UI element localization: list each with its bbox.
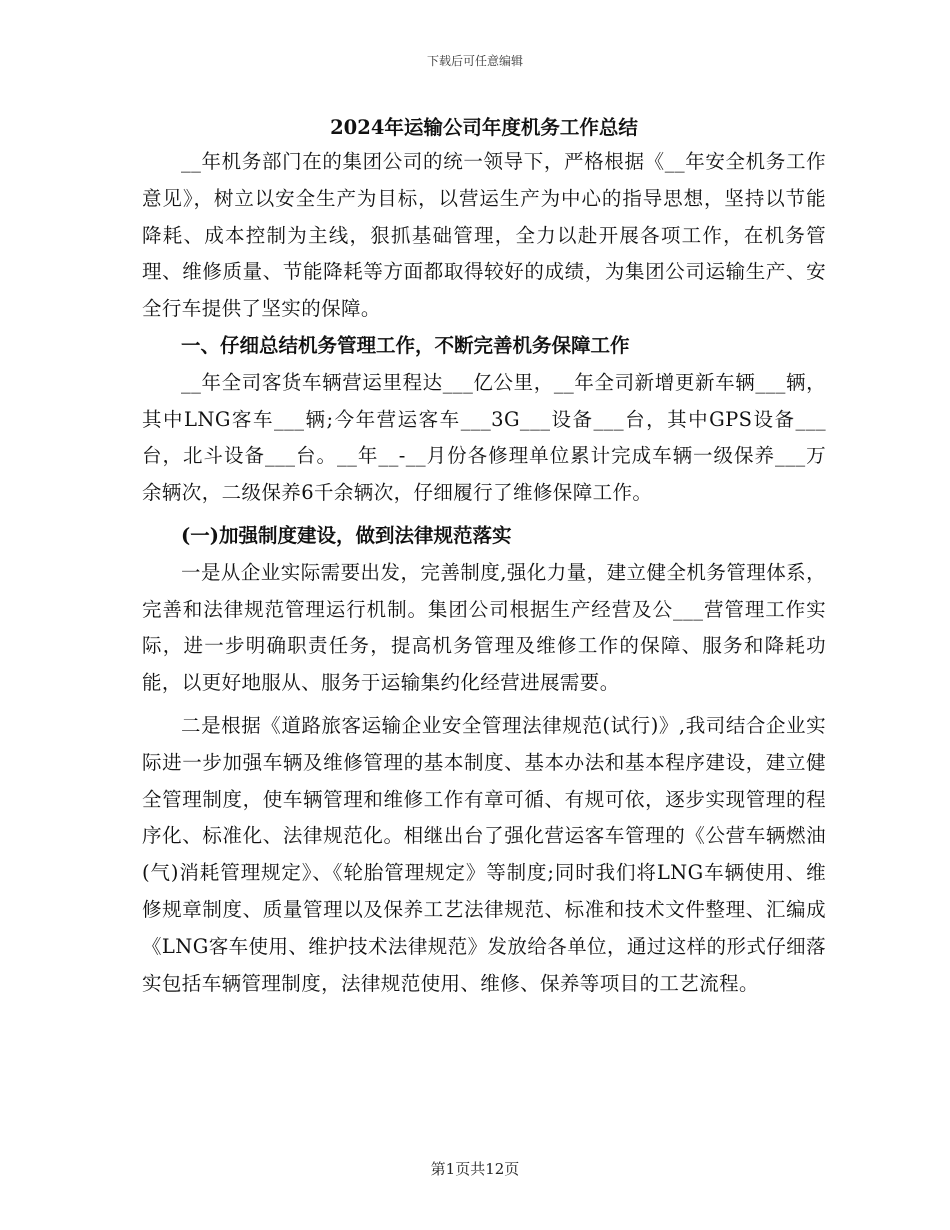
section-heading: 一、仔细总结机务管理工作，不断完善机务保障工作: [181, 333, 630, 357]
page-number: 第1页共12页: [430, 1160, 520, 1178]
statistics-paragraph: __年全司客货车辆营运里程达___亿公里，__年全司新增更新车辆___辆，其中LNG客车___辆;今年营运客车___3G___设备___台，其中GPS设备___台，北斗设备___台。__年__-__月份各修理单位累计完成车辆一级保养___万余辆次，二级保养6千余辆次，仔细履行了维修保障工作。: [142, 370, 826, 505]
document-body: [142, 112, 826, 1002]
document-title: 2024年运输公司年度机务工作总结: [330, 116, 638, 139]
intro-paragraph: __年机务部门在的集团公司的统一领导下，严格根据《__年安全机务工作意见》，树立以安全生产为目标，以营运生产为中心的指导思想，坚持以节能降耗、成本控制为主线，狠抓基础管理，全力以赴开展各项工作，在机务管理、维修质量、节能降耗等方面都取得较好的成绩，为集团公司运输生产、安全行车提供了坚实的保障。: [142, 150, 826, 321]
subsection-heading: (一)加强制度建设，做到法律规范落实: [181, 523, 512, 547]
paragraph-two: 二是根据《道路旅客运输企业安全管理法律规范(试行)》,我司结合企业实际进一步加强车辆及维修管理的基本制度、基本办法和基本程序建设，建立健全管理制度，使车辆管理和维修工作有章可循、有规可依，逐步实现管理的程序化、标准化、法律规范化。相继出台了强化营运客车管理的《公营车辆燃油(气)消耗管理规定》、《轮胎管理规定》等制度;同时我们将LNG车辆使用、维修规章制度、质量管理以及保养工艺法律规范、标准和技术文件整理、汇编成《LNG客车使用、维护技术法律规范》发放给各单位，通过这样的形式仔细落实包括车辆管理制度，法律规范使用、维修、保养等项目的工艺流程。: [142, 713, 826, 995]
page-header: 下载后可任意编辑: [426, 54, 523, 68]
paragraph-one: 一是从企业实际需要出发，完善制度,强化力量，建立健全机务管理体系，完善和法律规范管理运行机制。集团公司根据生产经营及公___营管理工作实际，进一步明确职责任务，提高机务管理及维修工作的保障、服务和降耗功能，以更好地服从、服务于运输集约化经营进展需要。: [142, 560, 826, 695]
